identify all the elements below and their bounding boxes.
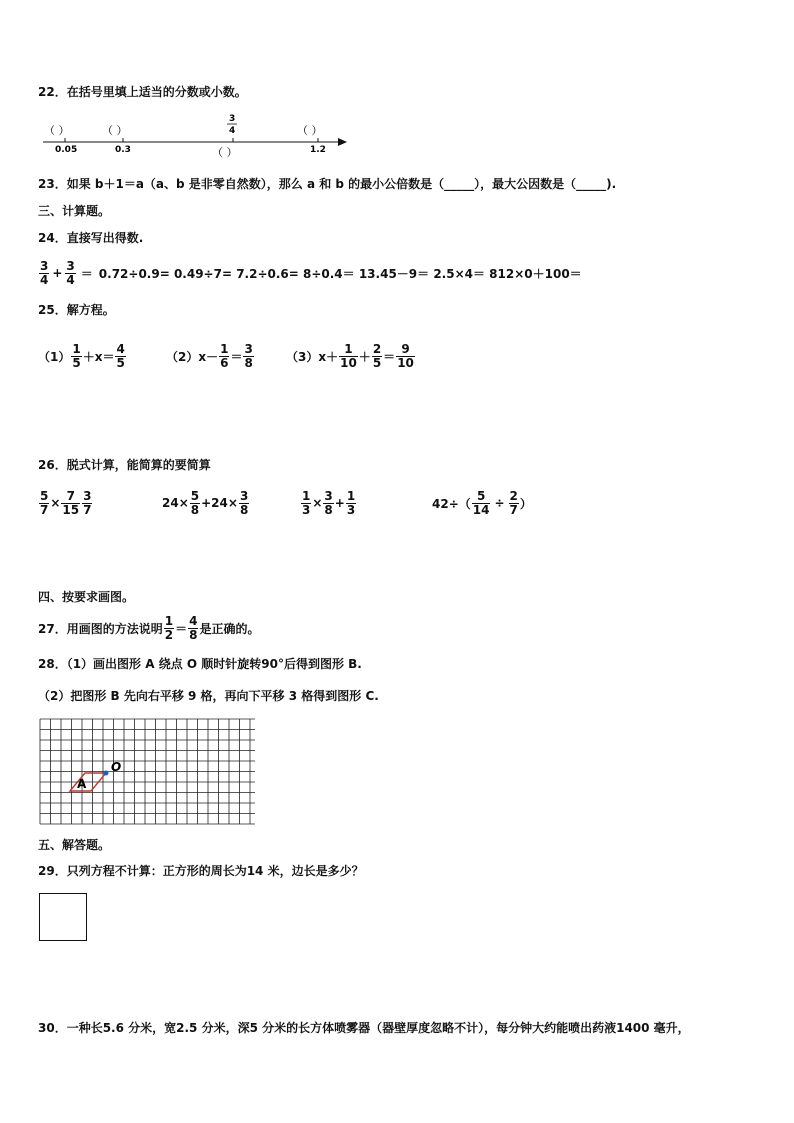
tick-label-2: 1.2 <box>310 145 326 155</box>
equation-2: （2）x－ $\frac{1}{6}$ ＝ $\frac{3}{8}$ <box>166 341 253 370</box>
fraction: $\frac{3}{4}$ <box>40 258 49 287</box>
tick-label-1: 0.3 <box>115 145 131 155</box>
section-4-heading: 四、按要求画图。 <box>38 590 135 604</box>
point-o <box>104 771 109 776</box>
point-o-label: O <box>111 760 122 774</box>
shape-a-label: A <box>77 777 87 791</box>
question-26-title: 26．脱式计算，能简算的要简算 <box>38 458 211 472</box>
equation-3: （3）x＋ $\frac{1}{10}$ ＋ $\frac{2}{5}$ ＝ $\frac{9}{10}$ <box>286 341 414 370</box>
question-30: 30．一种长5.6 分米，宽2.5 分米，深5 分米的长方体喷雾器（器壁厚度忽略不计），每分钟大约能喷出药液1400 毫升， <box>38 1021 690 1035</box>
mental-math-list: 0.72÷0.9= 0.49÷7= 7.2÷0.6= 8÷0.4＝ 13.45－9＝ 2.5×4＝ 812×0＋100＝ <box>98 266 582 281</box>
tick-label-0: 0.05 <box>55 145 78 155</box>
question-23: 23．如果 b＋1＝a（a、b 是非零自然数），那么 a 和 b 的最小公倍数是（_____），最大公因数是（_____). <box>38 177 617 191</box>
expression-1: $\frac{5}{7}$ × $\frac{7}{15}$ $\frac{3}{7}$ <box>40 488 92 517</box>
number-line <box>38 112 358 160</box>
fraction: $\frac{3}{4}$ <box>66 258 75 287</box>
question-28-part-1: 28．（1）画出图形 A 绕点 O 顺时针旋转90°后得到图形 B. <box>38 657 362 671</box>
square-figure <box>39 893 87 941</box>
question-22: 22．在括号里填上适当的分数或小数。 <box>38 85 247 99</box>
section-3-heading: 三、计算题。 <box>38 204 111 218</box>
frac-den: 4 <box>229 126 236 136</box>
question-24-title: 24．直接写出得数. <box>38 231 144 245</box>
drawing-grid <box>39 718 255 828</box>
frac-num: 3 <box>229 114 236 124</box>
expression-3: $\frac{1}{3}$ × $\frac{3}{8}$ + $\frac{1}{3}$ <box>302 488 356 517</box>
question-28-part-2: （2）把图形 B 先向右平移 9 格，再向下平移 3 格得到图形 C. <box>38 689 379 703</box>
question-25-title: 25．解方程。 <box>38 303 115 317</box>
question-29: 29．只列方程不计算：正方形的周长为14 米，边长是多少？ <box>38 864 364 878</box>
question-24-expressions: $\frac{3}{4}$ + $\frac{3}{4}$ ＝ 0.72÷0.9= 0.49÷7= 7.2÷0.6= 8÷0.4＝ 13.45－9＝ 2.5×4＝ 812×0＋100＝ <box>40 258 582 287</box>
question-27: 27．用画图的方法说明 $\frac{1}{2}$ ＝ $\frac{4}{8}$ 是正确的。 <box>38 613 260 642</box>
blank-2: （ ） <box>102 124 128 137</box>
equation-1: （1） $\frac{1}{5}$ ＋x＝ $\frac{4}{5}$ <box>38 341 125 370</box>
expression-2: 24× $\frac{5}{8}$ +24× $\frac{3}{8}$ <box>162 488 249 517</box>
blank-4: （ ） <box>297 124 323 137</box>
section-5-heading: 五、解答题。 <box>38 838 111 852</box>
expression-4: 42÷（ $\frac{5}{14}$ ÷ $\frac{2}{7}$ ） <box>432 488 532 517</box>
blank-1: （ ） <box>44 124 70 137</box>
blank-3: （ ） <box>212 146 238 159</box>
